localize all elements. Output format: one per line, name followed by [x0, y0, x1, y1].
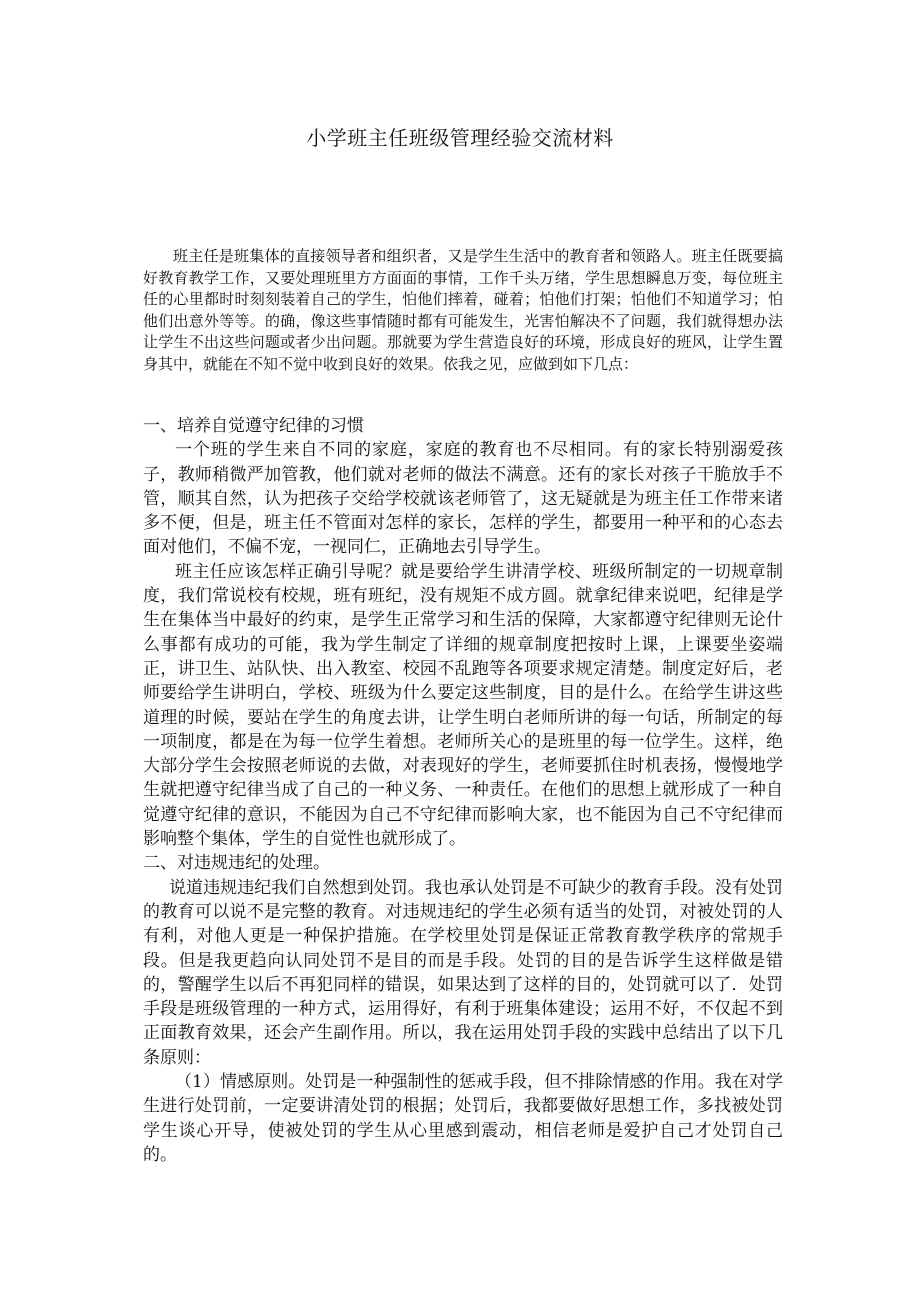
section-2-paragraph-2: （1）情感原则。处罚是一种强制性的惩戒手段，但不排除情感的作用。我在对学生进行处罚前，一定要讲清处罚的根据；处罚后，我都要做好思想工作，多找被处罚学生谈心开导，使被处罚的学生从心里感到震动，相信老师是爱护自己才处罚自己的。 — [143, 1072, 783, 1165]
document-body — [143, 414, 783, 1167]
section-2-heading: 二、对违规违纪的处理。 — [143, 853, 330, 874]
section-2-paragraph-1: 说道违规违纪我们自然想到处罚。我也承认处罚是不可缺少的教育手段。没有处罚的教育可以说不是完整的教育。对违规违纪的学生必须有适当的处罚，对被处罚的人有利，对他人更是一种保护措施。在学校里处罚是保证正常教育教学秩序的常规手段。但是我更趋向认同处罚不是目的而是手段。处罚的目的是告诉学生这样做是错的，警醒学生以后不再犯同样的错误，如果达到了这样的目的，处罚就可以了．处罚手段是班级管理的一种方式，运用得好，有利于班集体建设；运用不好，不仅起不到正面教育效果，还会产生副作用。所以，我在运用处罚手段的实践中总结出了以下几条原则： — [143, 877, 783, 1068]
section-1-paragraph-2: 班主任应该怎样正确引导呢？就是要给学生讲清学校、班级所制定的一切规章制度，我们常说校有校规，班有班纪，没有规矩不成方圆。就拿纪律来说吧，纪律是学生在集体当中最好的约束，是学生正常学习和生活的保障，大家都遵守纪律则无论什么事都有成功的可能，我为学生制定了详细的规章制度把按时上课，上课要坐姿端正，讲卫生、站队快、出入教室、校园不乱跑等各项要求规定清楚。制度定好后，老师要给学生讲明白，学校、班级为什么要定这些制度，目的是什么。在给学生讲这些道理的时候，要站在学生的角度去讲，让学生明白老师所讲的每一句话，所制定的每一项制度，都是在为每一位学生着想。老师所关心的是班里的每一位学生。这样，绝大部分学生会按照老师说的去做，对表现好的学生，老师要抓住时机表扬，慢慢地学生就把遵守纪律当成了自己的一种义务、一种责任。在他们的思想上就形成了一种自觉遵守纪律的意识，不能因为自己不守纪律而影响大家，也不能因为自己不守纪律而影响整个集体，学生的自觉性也就形成了。 — [143, 561, 783, 850]
intro-paragraph: 班主任是班集体的直接领导者和组织者，又是学生生活中的教育者和领路人。班主任既要搞好教育教学工作，又要处理班里方方面面的事情，工作千头万绪，学生思想瞬息万变，每位班主任的心里都时时刻刻装着自己的学生，怕他们摔着，碰着；怕他们打架；怕他们不知道学习；怕他们出意外等等。的确，像这些事情随时都有可能发生，光害怕解决不了问题，我们就得想办法让学生不出这些问题或者少出问题。那就要为学生营造良好的环境，形成良好的班风，让学生置身其中，就能在不知不觉中收到良好的效果。依我之见，应做到如下几点： — [143, 247, 783, 373]
section-1-heading: 一、培养自觉遵守纪律的习惯 — [143, 416, 364, 436]
document-title: 小学班主任班级管理经验交流材料 — [306, 126, 614, 150]
section-1-paragraph-1: 一个班的学生来自不同的家庭，家庭的教育也不尽相同。有的家长特别溺爱孩子，教师稍微严加管教，他们就对老师的做法不满意。还有的家长对孩子干脆放手不管，顺其自然，认为把孩子交给学校就该老师管了，这无疑就是为班主任工作带来诸多不便，但是，班主任不管面对怎样的家长，怎样的学生，都要用一种平和的心态去面对他们，不偏不宠，一视同仁，正确地去引导学生。 — [143, 440, 783, 558]
